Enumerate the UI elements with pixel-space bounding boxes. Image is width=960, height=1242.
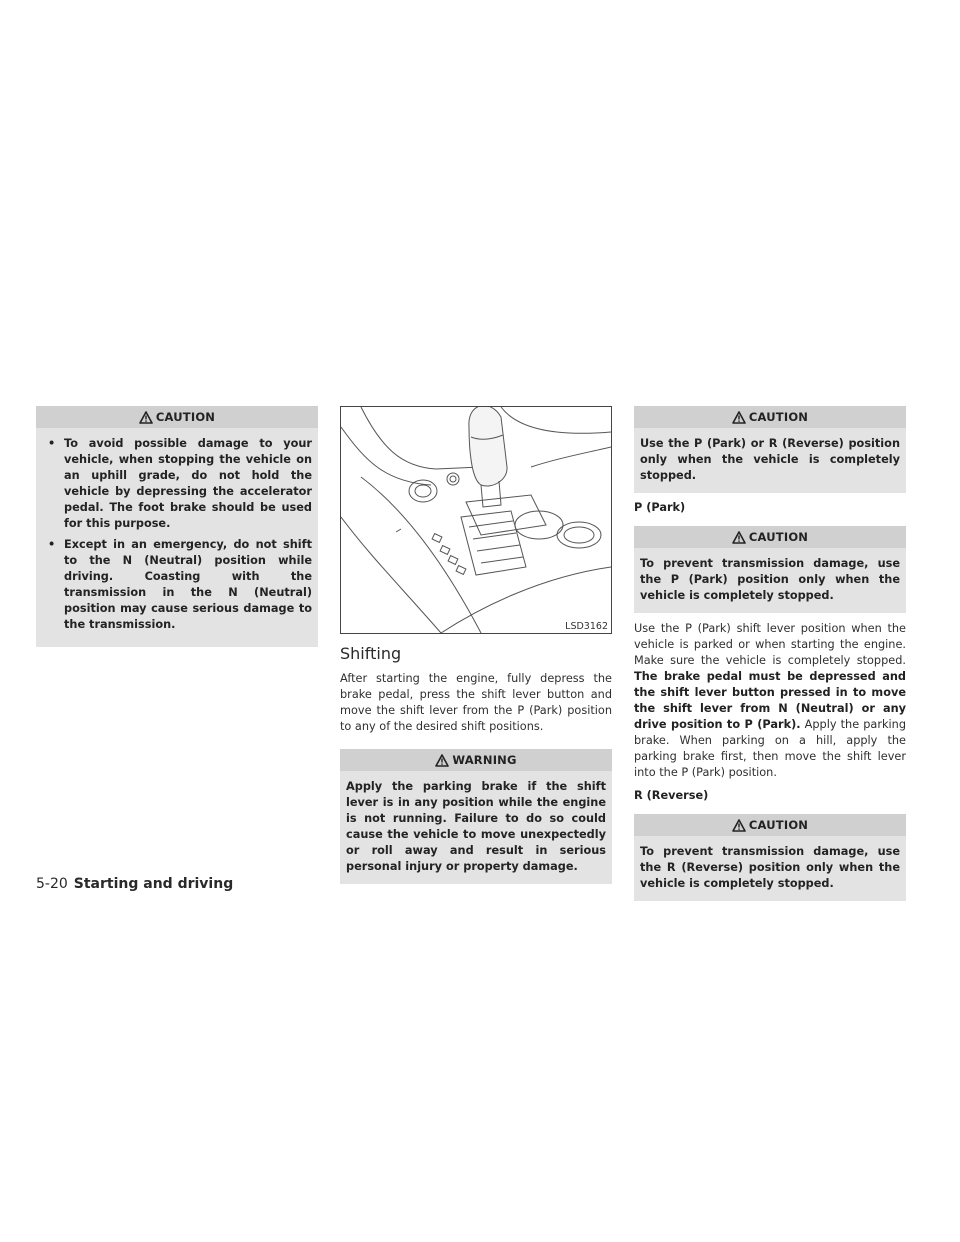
caution-header xyxy=(634,406,906,428)
caution-body: To prevent transmission damage, use the R (Reverse) position only when the vehicle is completely stopped. xyxy=(640,845,900,890)
warning-triangle-icon xyxy=(732,531,746,544)
caution-label: CAUTION xyxy=(748,818,809,832)
caution-header xyxy=(634,814,906,836)
caution-list xyxy=(42,436,312,633)
warning-triangle-icon xyxy=(732,411,746,424)
caution-bullet: • To avoid possible damage to your vehicle, when stopping the vehicle on an uphill grade, do not hold the vehicle by depressing the accelerator pedal. The foot brake should be used for this purpose. xyxy=(42,436,312,532)
section-heading: Shifting xyxy=(340,644,402,663)
caution-box xyxy=(36,406,318,647)
page-number: 5-20 xyxy=(36,876,68,892)
park-heading: P (Park) xyxy=(634,501,686,514)
figure-code: LSD3162 xyxy=(565,621,608,632)
warning-body: Apply the parking brake if the shift lever is in any position while the engine is not running. Failure to do so could cause the vehicle to move unexpectedly or roll away and result in serious personal injury or property damage. xyxy=(346,780,606,873)
warning-label: WARNING xyxy=(452,753,517,767)
caution-label: CAUTION xyxy=(748,530,809,544)
warning-triangle-icon xyxy=(732,819,746,832)
park-text: Use the P (Park) shift lever position when the vehicle is parked or when starting the engine. Make sure the vehicle is completely stopped. xyxy=(634,622,906,667)
caution-body: Use the P (Park) or R (Reverse) position only when the vehicle is completely stopped. xyxy=(640,437,900,482)
caution-label: CAUTION xyxy=(748,410,809,424)
caution-box xyxy=(634,814,906,901)
caution-box xyxy=(634,406,906,493)
caution-label: CAUTION xyxy=(155,410,216,424)
park-bold-text: The brake pedal must be depressed and the shift lever button pressed in to move the shift lever from N (Neutral) or any drive position to P (Park). xyxy=(634,670,906,731)
park-text-end: Apply the parking brake. When parking on a hill, apply the parking brake first, then move the shift lever into the P (Park) position. xyxy=(634,718,906,779)
page-footer xyxy=(36,876,233,892)
caution-header xyxy=(634,526,906,548)
park-paragraph xyxy=(634,621,906,781)
left-column xyxy=(36,406,318,655)
warning-header xyxy=(340,749,612,771)
caution-box xyxy=(634,526,906,613)
caution-body xyxy=(36,428,318,633)
caution-bullet: • Except in an emergency, do not shift to the N (Neutral) position while driving. Coasting with the transmission in the N (Neutral) position may cause serious damage to the transmission. xyxy=(42,537,312,633)
shifting-paragraph: After starting the engine, fully depress the brake pedal, press the shift lever button and move the shift lever from the P (Park) position to any of the desired shift positions. xyxy=(340,672,612,733)
section-title: Starting and driving xyxy=(73,876,234,892)
shift-lever-illustration xyxy=(340,406,612,634)
reverse-heading: R (Reverse) xyxy=(634,789,709,802)
warning-triangle-icon xyxy=(435,754,449,767)
caution-header xyxy=(36,406,318,428)
caution-body: To prevent transmission damage, use the P (Park) position only when the vehicle is completely stopped. xyxy=(640,557,900,602)
warning-triangle-icon xyxy=(139,411,153,424)
warning-box xyxy=(340,749,612,884)
right-column xyxy=(634,406,906,909)
middle-column xyxy=(340,406,612,892)
shift-lever-drawing xyxy=(341,407,611,633)
